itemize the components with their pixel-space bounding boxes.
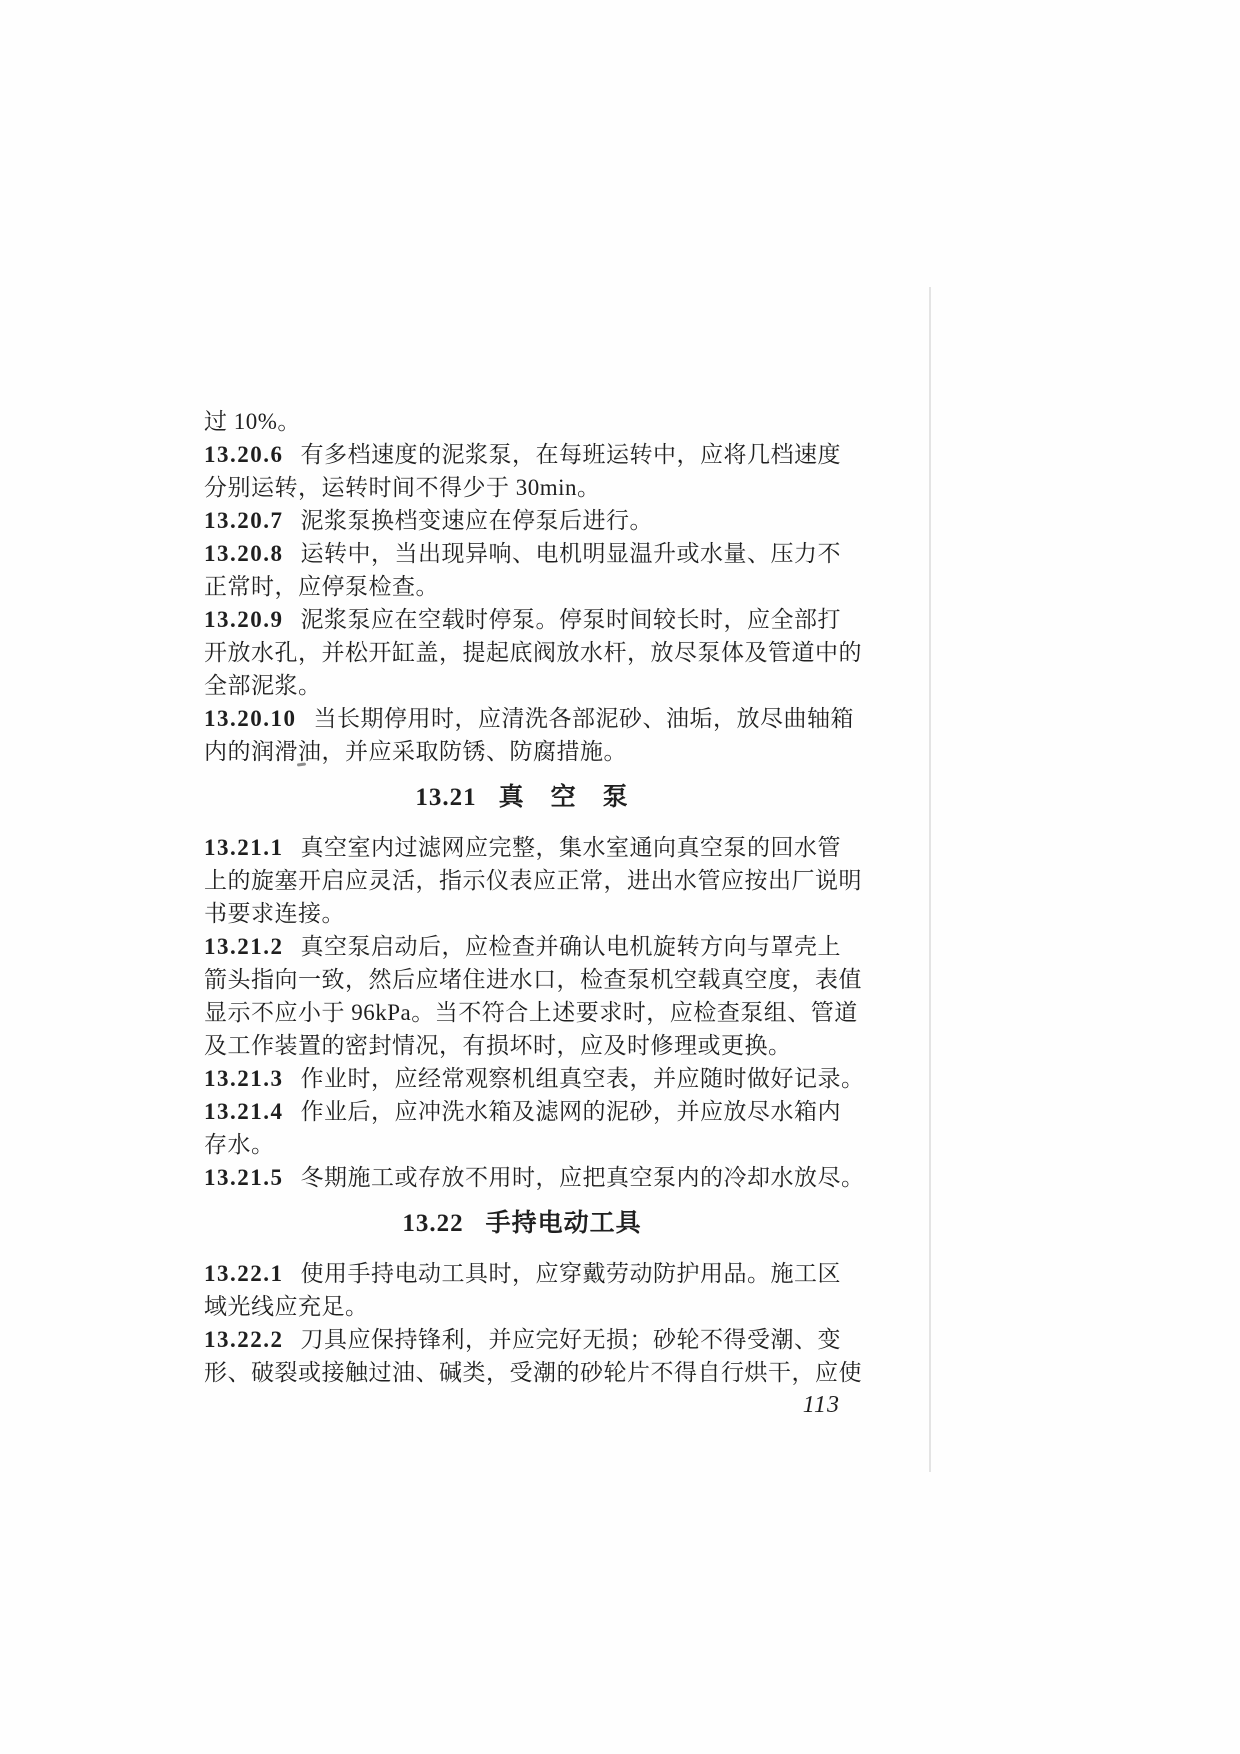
clause-line [204,504,840,537]
clause-line [204,864,862,897]
clause-text: 上的旋塞开启应灵活，指示仪表应正常，进出水管应按出厂说明 [204,868,862,893]
clause-line [204,897,840,930]
clause-line [204,1290,840,1323]
clause-text: 使用手持电动工具时，应穿戴劳动防护用品。施工区 [300,1261,841,1286]
clause-text: 显示不应小于 96kPa。当不符合上述要求时，应检查泵组、管道 [204,1000,858,1025]
clause-line [204,1323,840,1356]
clause-line [204,1062,865,1095]
clause-line [204,1161,865,1194]
clause-text: 形、破裂或接触过油、碱类，受潮的砂轮片不得自行烘干，应使 [204,1360,862,1385]
clause-line [204,636,862,669]
clause-text: 有多档速度的泥浆泵，在每班运转中，应将几档速度 [300,442,841,467]
clause-text: 泥浆泵换档变速应在停泵后进行。 [300,508,653,533]
clause-line [204,1356,862,1389]
clause-line [204,930,840,963]
clause-text: 存水。 [204,1132,275,1157]
clause-number: 13.21.1 [204,835,284,860]
section-heading [204,1207,840,1240]
clause-text: 运转中，当出现异响、电机明显温升或水量、压力不 [300,541,841,566]
clause-line [204,1029,840,1062]
clause-text: 泥浆泵应在空载时停泵。停泵时间较长时，应全部打 [300,607,841,632]
clause-line [204,1257,840,1290]
clause-number: 13.22.2 [204,1327,284,1352]
clause-line [204,537,840,570]
clause-text: 及工作装置的密封情况，有损坏时，应及时修理或更换。 [204,1033,792,1058]
clause-text: 箭头指向一致，然后应堵住进水口，检查泵机空载真空度，表值 [204,967,862,992]
clause-text: 冬期施工或存放不用时，应把真空泵内的冷却水放尽。 [300,1165,865,1190]
clause-line [204,735,840,768]
clause-line [204,603,840,636]
clause-number: 13.21.4 [204,1099,284,1124]
clause-number: 13.21.5 [204,1165,284,1190]
clause-text: 内的润滑油，并应采取防锈、防腐措施。 [204,739,627,764]
clause-text: 书要求连接。 [204,901,345,926]
clause-text: 正常时，应停泵检查。 [204,574,439,599]
clause-line [204,570,840,603]
clause-text: 过 10%。 [204,409,301,434]
clause-text: 作业时，应经常观察机组真空表，并应随时做好记录。 [300,1066,865,1091]
clause-text: 真空室内过滤网应完整，集水室通向真空泵的回水管 [300,835,841,860]
clause-line [204,831,840,864]
clause-line [204,996,858,1029]
section-heading-title: 手持电动工具 [485,1209,642,1237]
clause-text: 开放水孔，并松开缸盖，提起底阀放水杆，放尽泵体及管道中的 [204,640,862,665]
clause-line [204,702,854,735]
clause-text: 作业后，应冲洗水箱及滤网的泥砂，并应放尽水箱内 [300,1099,841,1124]
clause-text: 分别运转，运转时间不得少于 30min。 [204,475,601,500]
section-heading [204,781,840,814]
clause-text: 真空泵启动后，应检查并确认电机旋转方向与罩壳上 [300,934,841,959]
clause-number: 13.20.9 [204,607,284,632]
clause-line [204,1095,840,1128]
clause-text: 全部泥浆。 [204,673,322,698]
section-heading-title: 真 空 泵 [498,783,629,811]
clause-number: 13.20.8 [204,541,284,566]
clause-number: 13.20.10 [204,706,297,731]
continuation-line [204,405,840,438]
clause-text: 刀具应保持锋利，并应完好无损；砂轮不得受潮、变 [300,1327,841,1352]
clause-number: 13.21.3 [204,1066,284,1091]
clause-line [204,1128,840,1161]
section-heading-number: 13.21 [415,784,477,811]
clause-line [204,963,862,996]
clause-line [204,438,840,471]
clause-line [204,471,840,504]
clause-number: 13.22.1 [204,1261,284,1286]
clause-text: 域光线应充足。 [204,1294,369,1319]
scan-edge-line [929,287,931,1472]
clause-number: 13.21.2 [204,934,284,959]
page-number: 113 [802,1392,840,1418]
clause-text: 当长期停用时，应清洗各部泥砂、油垢，放尽曲轴箱 [313,706,854,731]
section-heading-number: 13.22 [402,1210,464,1237]
clause-line [204,669,840,702]
clause-number: 13.20.6 [204,442,284,467]
text-column [204,405,865,1389]
clause-number: 13.20.7 [204,508,284,533]
